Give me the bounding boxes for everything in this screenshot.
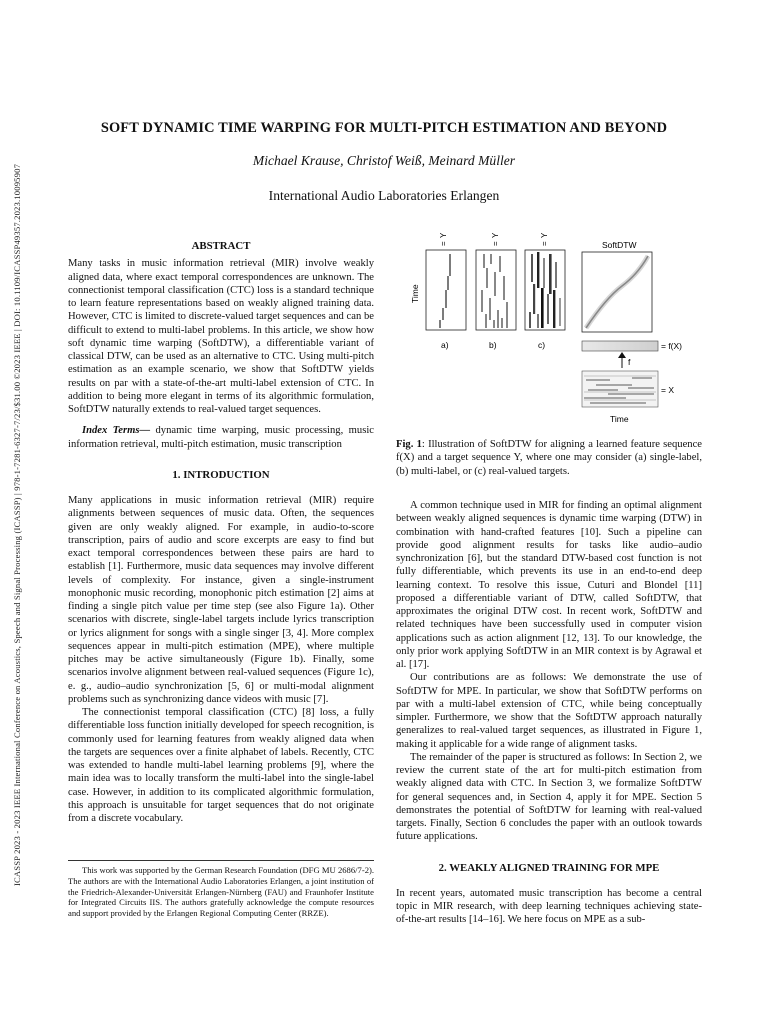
paper-authors: Michael Krause, Christof Weiß, Meinard Müller <box>252 153 516 168</box>
panel-a-y-eq: = <box>439 241 448 246</box>
paper-affiliation: International Audio Laboratories Erlangen <box>268 188 500 203</box>
footnote <box>68 860 374 919</box>
panel-b-label: b) <box>489 340 497 350</box>
intro-heading: 1. INTRODUCTION <box>172 468 270 481</box>
footnote-text: This work was supported by the German Research Foundation (DFG MU 2686/7-2). The authors are with the International Audio Laboratories Erlangen, a joint institution of the Friedrich-Alexander-Universität Erlangen-Nürnberg (FAU) and Fraunhofer Institute for Integrated Circuits IIS. The authors gratefully acknowledge the compute resources and support provided by the Erlangen Regional Computing Center (RRZE). <box>68 865 374 919</box>
right-paragraph-1: A common technique used in MIR for finding an optimal alignment between weakly aligned sequences is dynamic time warping (DTW) in combination with hand-crafted features [10]. Such a pipeline can provide good alignment results for tasks like audio–audio synchronization [6], but the standard DTW-based cost function is not fully differentiable, which prevents its use in an end-to-end deep learning context. To resolve this issue, Cuturi and Blondel [11] proposed a differentiable variant of DTW, called SoftDTW, that approximates the original DTW cost. In recent work, SoftDTW and related techniques have been successfully used in computer vision applications such as action alignment [12, 13]. To our knowledge, the only prior work applying SoftDTW in an MIR context is by Agrawal et al. [17]. <box>396 500 702 670</box>
panel-a-y-label: Y <box>439 232 448 238</box>
index-terms <box>68 424 374 451</box>
doi-sidebar-text: ICASSP 2023 - 2023 IEEE International Conference on Acoustics, Speech and Signal Processing (ICASSP) | 978-1-7281-6327-7/23/$31.00 ©2023 IEEE | DOI: 10.1109/ICASSP49357.2023.10095907 <box>12 163 23 887</box>
x-label: = X <box>661 385 674 395</box>
fx-label: = f(X) <box>661 341 683 351</box>
right-paragraph-2: Our contributions are as follows: We demonstrate the use of SoftDTW for MPE. In particular, we show that SoftDTW performs on par with a multi-label extension of CTC, while being conceptually simpler. Furthermore, we show that the SoftDTW approach naturally generalizes to real-valued target sequences, as illustrated in Figure 1, making it applicable for a wide range of alignment tasks. <box>396 672 702 750</box>
fx-bar <box>582 341 658 351</box>
f-arrowhead <box>618 352 626 358</box>
right-column <box>396 499 702 927</box>
doi-sidebar <box>6 95 28 955</box>
panel-b-y-eq: = <box>491 241 500 246</box>
panel-c-y-label: Y <box>540 232 549 238</box>
section-2-heading: 2. WEAKLY ALIGNED TRAINING FOR MPE <box>438 861 660 874</box>
panel-c-y-eq: = <box>540 241 549 246</box>
abstract-heading: ABSTRACT <box>191 240 251 252</box>
right-paragraph-3: The remainder of the paper is structured as follows: In Section 2, we review the current state of the art for multi-pitch estimation from weakly aligned data with CTC. In Section 3, we formalize SoftDTW for general sequences and, in Section 4, apply it for MPE. Section 5 demonstrates the potential of SoftDTW for learning with real-valued targets. Finally, Section 6 concludes the paper with an outlook towards future applications. <box>396 751 702 843</box>
caption-text: : Illustration of SoftDTW for aligning a learned feature sequence f(X) and a target sequence Y, where one may consider (a) single-label, (b) multi-label, or (c) real-valued targets. <box>396 439 702 477</box>
time-bottom-label: Time <box>610 414 629 424</box>
spectrogram <box>582 371 658 407</box>
paper-title: SOFT DYNAMIC TIME WARPING FOR MULTI-PITCH ESTIMATION AND BEYOND <box>100 120 668 136</box>
index-terms-label: Index Terms— <box>82 425 151 437</box>
f-label: f <box>628 357 631 367</box>
panel-c-label: c) <box>538 340 546 350</box>
index-terms-text: dynamic time warping, music processing, music information retrieval, multi-pitch estimation, music transcription <box>68 425 374 450</box>
figure-caption <box>396 438 702 478</box>
intro-paragraph-2: The connectionist temporal classification (CTC) [8] loss, a fully differentiable loss function initially developed for speech recognition, is commonly used for learning features from weakly aligned data when the targets are sequences over a finite alphabet of labels. Recently, CTC was extended to handle multi-label learning problems [9], where the main idea was to locally transform the multi-label into the single-label case. However, in addition to its complicated algorithmic formulation, this approach is unsuitable for target sequences that do not originate from a discrete vocabulary. <box>68 707 374 824</box>
left-column <box>68 240 374 825</box>
caption-label: Fig. 1 <box>396 439 422 450</box>
time-axis-label: Time <box>410 284 420 303</box>
abstract-text: Many tasks in music information retrieval (MIR) involve weakly aligned data, where exact temporal correspondences are unknown. The connectionist temporal classification (CTC) loss is a standard technique to learn feature representations based on weakly aligned training data. However, CTC is limited to discrete-valued target sequences and can be difficult to extend to multi-label problems. In this article, we show how soft dynamic time warping (SoftDTW), a differentiable variant of classical DTW, can be used as an alternative to CTC. Using multi-pitch estimation as an example scenario, we show that SoftDTW yields results on par with a state-of-the-art multi-label extension of CTC. In addition to being more elegant in terms of its algorithmic formulation, SoftDTW naturally extends to real-valued target sequences. <box>68 258 374 415</box>
panel-a-label: a) <box>441 340 449 350</box>
panel-b-y-label: Y <box>491 232 500 238</box>
softdtw-label: SoftDTW <box>602 240 637 250</box>
right-paragraph-4: In recent years, automated music transcription has become a central topic in MIR research, with deep learning techniques achieving state-of-the-art results [14–16]. We here focus on MPE as a sub- <box>396 887 702 926</box>
figure-1 <box>396 228 706 428</box>
intro-paragraph-1: Many applications in music information retrieval (MIR) require alignments between sequences of music data. Often, the sequences given are only weakly aligned. For example, in audio-to-score transcription, pairs of audio and score excerpts are easy to find but exact temporal correspondences between these pairs are hard to establish [1]. Furthermore, music data sequences may involve different levels of complexity. For instance, given a single-instrument monophonic music recording, monophonic pitch estimation [2] aims at finding a single pitch value per time step (see also Figure 1a). Other scenarios with discrete, single-label targets include lyrics transcription or lyrics alignment for songs with a single singer [3, 4]. More complex sequences appear in multi-pitch estimation (MPE), where multiple pitches may be active simultaneously (Figure 1b). Finally, some scenarios involve alignment between real-valued sequences (Figure 1c), e. g., audio–audio synchronization [5, 6] or multi-modal alignment problems such as synchronizing dance videos with music [7]. <box>68 495 374 705</box>
